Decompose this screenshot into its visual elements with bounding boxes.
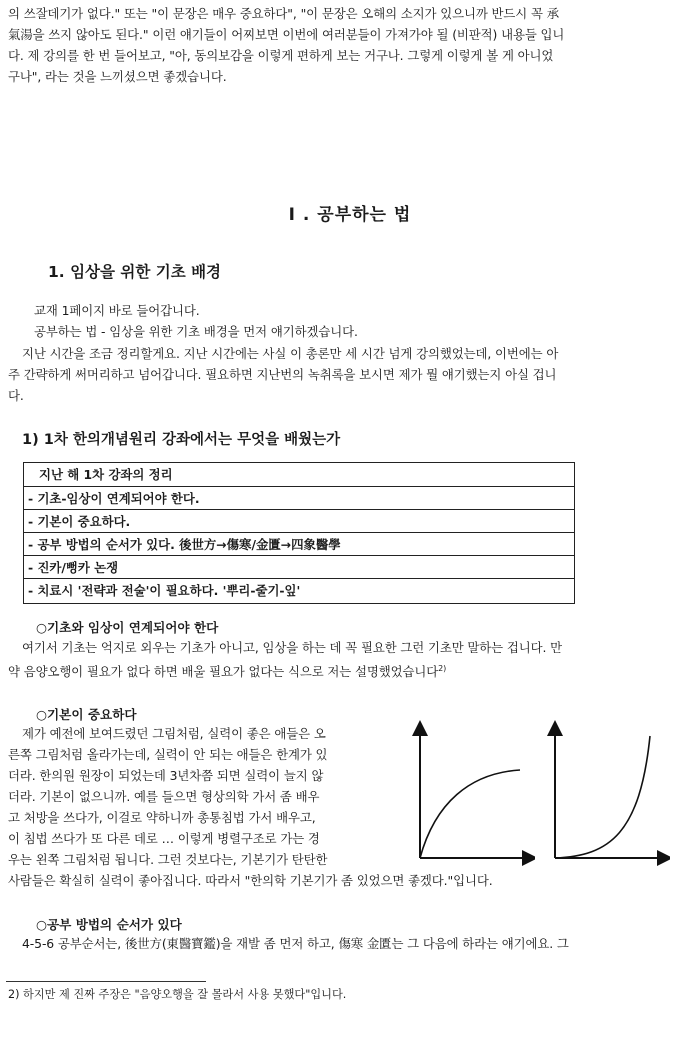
plateau-curve (420, 770, 520, 858)
summary-item: - 치료시 '전략과 전술'이 필요하다. '뿌리-줄기-잎' (24, 578, 574, 603)
section-title: 1. 임상을 위한 기초 배경 (48, 263, 222, 281)
paragraph-basics-line-4: 더라. 기본이 없으니까. 예를 들으면 형상의학 가서 좀 배우 (8, 789, 320, 804)
paragraph-basics-line-5: 고 처방을 쓰다가, 이걸로 약하니까 총통침법 가서 배우고, (8, 810, 316, 825)
heading-order: ○공부 방법의 순서가 있다 (36, 917, 182, 932)
paragraph-order-line-1: 4-5-6 공부순서는, 後世方(東醫寶鑑)을 재발 좀 먼저 하고, 傷寒 金匱는 그 다음에 하라는 얘기에요. 그 (22, 936, 569, 951)
footnote-divider (6, 981, 206, 982)
heading-basics: ○기본이 중요하다 (36, 707, 137, 722)
paragraph-basics-line-3: 더라. 한의원 원장이 되었는데 3년차쯤 되면 실력이 늘지 않 (8, 768, 324, 783)
paragraph-link-line-2: 약 음양오행이 필요가 없다 하면 배울 필요가 없다는 식으로 저는 설명했었습니다$^{2)}$ (8, 664, 447, 680)
footnote-ref: 2) (438, 664, 447, 673)
heading-link: ○기초와 임상이 연계되어야 한다 (36, 620, 219, 635)
footnote: 2) 하지만 제 진짜 주장은 "음양오행을 잘 몰라서 사용 못했다"입니다. (8, 988, 347, 1001)
paragraph-basics-line-6: 이 침법 쓰다가 또 다른 데로 … 이렇게 병렬구조로 가는 경 (8, 831, 320, 846)
paragraph-basics-line-2: 른쪽 그림처럼 올라가는데, 실력이 안 되는 애들은 한계가 있 (8, 747, 328, 762)
summary-box (23, 462, 575, 604)
paragraph1-line-5: 다. (8, 388, 24, 403)
paragraph-basics-line-7: 우는 왼쪽 그림처럼 됩니다. 그런 것보다는, 기본기가 탄탄한 (8, 852, 328, 867)
summary-item: - 진카/뻥카 논쟁 (24, 555, 574, 578)
paragraph-basics-line-8: 사람들은 확실히 실력이 좋아집니다. 따라서 "한의학 기본기가 좀 있었으면 좋겠다."입니다. (8, 873, 493, 888)
intro-line-1: 의 쓰잘데기가 없다." 또는 "이 문장은 매우 중요하다", "이 문장은 오해의 소지가 있으니까 반드시 꼭 承 (8, 6, 559, 21)
summary-item: - 공부 방법의 순서가 있다. 後世方→傷寒/金匱→四象醫學 (24, 532, 574, 555)
paragraph1-line-4: 주 간략하게 써머리하고 넘어갑니다. 필요하면 지난번의 녹취록을 보시면 제가 뭘 얘기했는지 아실 겁니 (8, 367, 557, 382)
paragraph1-line-1: 교재 1페이지 바로 들어갑니다. (34, 303, 200, 318)
intro-line-4: 구나", 라는 것을 느끼셨으면 좋겠습니다. (8, 69, 227, 84)
summary-box-title: 지난 해 1차 강좌의 정리 (39, 467, 173, 482)
rising-curve (555, 736, 650, 858)
rising-curve-figure (540, 718, 670, 868)
intro-line-3: 다. 제 강의를 한 번 들어보고, "아, 동의보감을 이렇게 편하게 보는 거구나. 그렇게 이렇게 볼 게 아니었 (8, 48, 554, 63)
plateau-curve-figure (405, 718, 535, 868)
chapter-title: I . 공부하는 법 (288, 205, 412, 225)
summary-item: - 기본이 중요하다. (24, 509, 574, 532)
paragraph-basics-line-1: 제가 예전에 보여드렸던 그림처럼, 실력이 좋은 애들은 오 (22, 726, 326, 741)
paragraph-link-line-1: 여기서 기초는 억지로 외우는 기초가 아니고, 임상을 하는 데 꼭 필요한 그런 기초만 말하는 겁니다. 만 (22, 640, 563, 655)
paragraph1-line-2: 공부하는 법 - 임상을 위한 기초 배경을 먼저 얘기하겠습니다. (34, 324, 358, 339)
subsection-title: 1) 1차 한의개념원리 강좌에서는 무엇을 배웠는가 (22, 432, 341, 448)
intro-line-2: 氣湯을 쓰지 않아도 된다." 이런 얘기들이 어찌보면 이번에 여러분들이 가져가야 될 (비판적) 내용들 입니 (8, 27, 565, 42)
paragraph1-line-3: 지난 시간을 조금 정리할게요. 지난 시간에는 사실 이 총론만 세 시간 넘게 강의했었는데, 이번에는 아 (22, 346, 559, 361)
summary-item: - 기초-임상이 연계되어야 한다. (24, 486, 574, 509)
